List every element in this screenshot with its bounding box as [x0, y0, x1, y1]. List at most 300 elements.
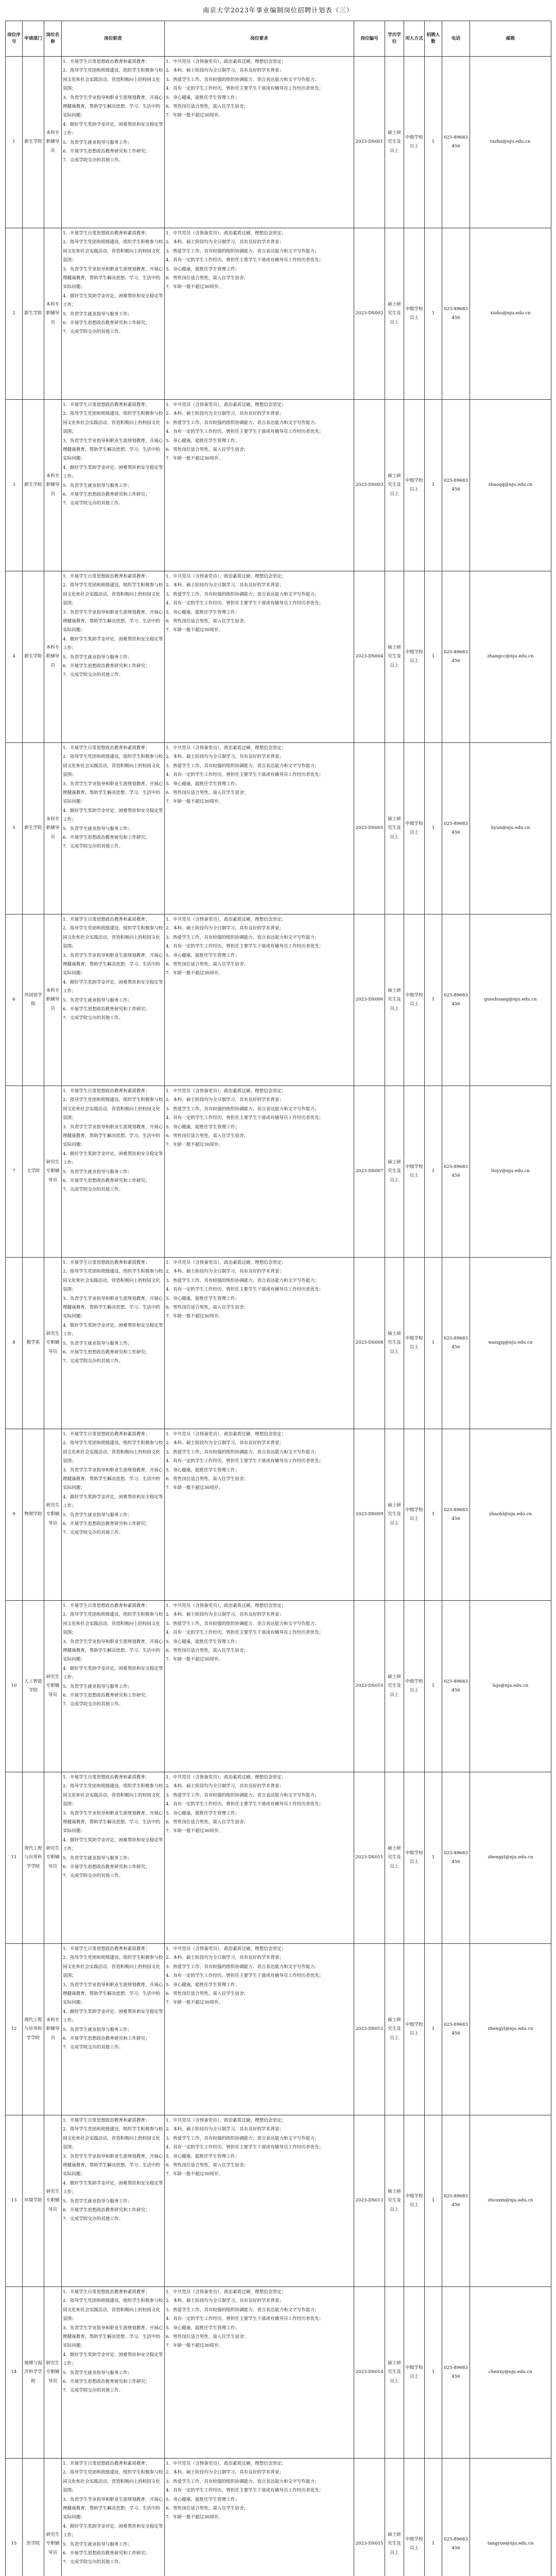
degree: 硕士研究生及以上: [385, 228, 404, 400]
post-duties: [62, 1086, 165, 1258]
requirement-item: 6．男性岗位适合男性，需入住学生宿舍；: [166, 1305, 249, 1311]
post-name: 研究生专职辅导员: [44, 1086, 62, 1258]
post-requirements: [165, 57, 354, 228]
table-row: [6, 400, 551, 571]
post-name: 研究生专职辅导员: [44, 1429, 62, 1601]
post-code: 2023-DS003: [354, 400, 385, 571]
duty-item: 3．负责学生学业指导和职业生涯规划教育，开展心理健康教育，帮助学生解决思想、学习、生活中的实际问题；: [63, 1296, 163, 1319]
phone: 025-89683456: [442, 571, 470, 743]
phone: 025-89683456: [442, 1601, 470, 1772]
phone: 025-89683456: [442, 228, 470, 400]
employment-method: 中级学校以上: [404, 400, 425, 571]
email: zhaoqq@nju.edu.cn: [470, 400, 551, 571]
department: 新生学院: [23, 57, 44, 228]
email: zhengyl@nju.edu.cn: [470, 1944, 551, 2115]
requirement-item: 7．年龄一般不超过30周岁。: [166, 2343, 223, 2349]
duty-item: 7．完成学院交办的其他工作。: [63, 672, 124, 678]
post-name: 研究生专职辅导员: [44, 2459, 62, 2576]
duty-item: 5．负责学生就业指导与服务工作；: [63, 997, 132, 1003]
table-row: [6, 2287, 551, 2459]
department: 文学院: [23, 1086, 44, 1258]
duty-item: 7．完成学院交办的其他工作。: [63, 1873, 124, 1879]
post-code: 2023-DS011: [354, 1772, 385, 1944]
requirement-item: 4．具有一定的学生工作经历，曾担任主要学生干部或有辅导员工作经历者优先；: [166, 1459, 324, 1464]
department: 现代工程与应用科学学院: [23, 1944, 44, 2115]
department: 现代工程与应用科学学院: [23, 1772, 44, 1944]
duty-item: 4．做好学生奖助学金评定、困难帮扶和安全稳定等工作；: [63, 2180, 163, 2195]
requirement-item: 1．中共党员（含预备党员），政治素质过硬，理想信念坚定；: [166, 59, 286, 64]
requirement-item: 3．热爱学生工作，具有较强的组织协调能力、语言表达能力和文字写作能力；: [166, 77, 319, 82]
duty-item: 7．完成学院交办的其他工作。: [63, 1015, 124, 1021]
department: 医学院: [23, 2459, 44, 2576]
post-number: 10: [6, 1601, 23, 1772]
requirement-item: 2．本科、硕士阶段均为全日制学习，具有良好的学术背景；: [166, 2298, 284, 2304]
phone: 025-89683456: [442, 1944, 470, 2115]
duty-item: 4．做好学生奖助学金评定、困难帮扶和安全稳定等工作；: [63, 808, 163, 823]
employment-method: 中级学校以上: [404, 1601, 425, 1772]
phone: 025-89683456: [442, 400, 470, 571]
duty-item: 1．开展学生日常思想政治教育和素质教育；: [63, 1603, 150, 1608]
employment-method: 中级学校以上: [404, 57, 425, 228]
duty-item: 1．开展学生日常思想政治教育和素质教育；: [63, 2461, 150, 2466]
requirement-item: 2．本科、硕士阶段均为全日制学习，具有良好的学术背景；: [166, 2470, 284, 2476]
employment-method: 中级学校以上: [404, 1429, 425, 1601]
post-duties: [62, 228, 165, 400]
degree: 硕士研究生及以上: [385, 1772, 404, 1944]
post-code: 2023-DS002: [354, 228, 385, 400]
requirement-item: 1．中共党员（含预备党员），政治素质过硬，理想信念坚定；: [166, 1775, 286, 1780]
post-number: 5: [6, 743, 23, 914]
requirement-item: 6．男性岗位适合男性，需入住学生宿舍；: [166, 1648, 249, 1654]
requirement-item: 2．本科、硕士阶段均为全日制学习，具有良好的学术背景；: [166, 411, 284, 417]
post-code: 2023-DS014: [354, 2287, 385, 2459]
duty-item: 5．负责学生就业指导与服务工作；: [63, 1341, 132, 1346]
post-name: 本科专职辅导员: [44, 228, 62, 400]
requirement-item: 6．男性岗位适合男性，需入住学生宿舍；: [166, 619, 249, 624]
duty-item: 1．开展学生日常思想政治教育和素质教育；: [63, 1260, 150, 1265]
header-cell: 岗位职责: [62, 21, 165, 57]
email: guoshuang@nju.edu.cn: [470, 914, 551, 1086]
duty-item: 4．做好学生奖助学金评定、困难帮扶和安全稳定等工作；: [63, 1666, 163, 1681]
phone: 025-89683456: [442, 1258, 470, 1429]
requirement-item: 2．本科、硕士阶段均为全日制学习，具有良好的学术背景；: [166, 1440, 284, 1446]
requirement-item: 5．身心健康，能胜任学生管理工作；: [166, 266, 239, 272]
degree: 硕士研究生及以上: [385, 1944, 404, 2115]
requirement-item: 3．热爱学生工作，具有较强的组织协调能力、语言表达能力和文字写作能力；: [166, 1621, 319, 1626]
post-code: 2023-DS001: [354, 57, 385, 228]
post-requirements: [165, 571, 354, 743]
degree: 硕士研究生及以上: [385, 2115, 404, 2287]
post-code: 2023-DS004: [354, 571, 385, 743]
duty-item: 3．负责学生学业指导和职业生涯规划教育，开展心理健康教育，帮助学生解决思想、学习、生活中的实际问题；: [63, 1982, 163, 2006]
duty-item: 7．完成学院交办的其他工作。: [63, 1702, 124, 1707]
duty-item: 6．开展学生思想政治教育研究和工作研究；: [63, 2551, 150, 2556]
duty-item: 2．指导学生党团和班级建设，组织学生积极参与校园文化和社会实践活动，营造积极向上的校园文化氛围；: [63, 240, 163, 263]
duty-item: 2．指导学生党团和班级建设，组织学生积极参与校园文化和社会实践活动，营造积极向上的校园文化氛围；: [63, 1612, 163, 1636]
requirement-item: 6．男性岗位适合男性，需入住学生宿舍；: [166, 2506, 249, 2512]
department: 新生学院: [23, 400, 44, 571]
requirement-item: 7．年龄一般不超过30周岁。: [166, 1485, 223, 1491]
requirement-item: 3．热爱学生工作，具有较强的组织协调能力、语言表达能力和文字写作能力；: [166, 2479, 319, 2484]
duty-item: 1．开展学生日常思想政治教育和素质教育；: [63, 745, 150, 751]
post-duties: [62, 1601, 165, 1772]
requirement-item: 3．热爱学生工作，具有较强的组织协调能力、语言表达能力和文字写作能力；: [166, 420, 319, 426]
requirement-item: 4．具有一定的学生工作经历，曾担任主要学生干部或有辅导员工作经历者优先；: [166, 2145, 324, 2150]
duty-item: 2．指导学生党团和班级建设，组织学生积极参与校园文化和社会实践活动，营造积极向上的校园文化氛围；: [63, 2127, 163, 2150]
duty-item: 5．负责学生就业指导与服务工作；: [63, 2541, 132, 2547]
duty-item: 6．开展学生思想政治教育研究和工作研究；: [63, 1521, 150, 1527]
post-requirements: [165, 2459, 354, 2576]
duty-item: 6．开展学生思想政治教育研究和工作研究；: [63, 1007, 150, 1012]
requirement-item: 1．中共党员（含预备党员），政治素质过硬，理想信念坚定；: [166, 574, 286, 579]
requirement-item: 3．热爱学生工作，具有较强的组织协调能力、语言表达能力和文字写作能力；: [166, 1106, 319, 1112]
headcount: 1: [425, 914, 442, 1086]
requirement-item: 5．身心健康，能胜任学生管理工作；: [166, 95, 239, 100]
duty-item: 7．完成学院交办的其他工作。: [63, 501, 124, 506]
post-code: 2023-DS013: [354, 2115, 385, 2287]
post-number: 9: [6, 1429, 23, 1601]
duty-item: 7．完成学院交办的其他工作。: [63, 1359, 124, 1364]
header-row: [6, 21, 551, 57]
requirement-item: 5．身心健康，能胜任学生管理工作；: [166, 781, 239, 787]
duty-item: 2．指导学生党团和班级建设，组织学生积极参与校园文化和社会实践活动，营造积极向上的校园文化氛围；: [63, 1784, 163, 1807]
requirement-item: 2．本科、硕士阶段均为全日制学习，具有良好的学术背景；: [166, 926, 284, 931]
duty-item: 7．完成学院交办的其他工作。: [63, 158, 124, 163]
duty-item: 4．做好学生奖助学金评定、困难帮扶和安全稳定等工作；: [63, 979, 163, 994]
duty-item: 1．开展学生日常思想政治教育和素质教育；: [63, 59, 150, 64]
post-requirements: [165, 400, 354, 571]
post-name: 研究生专职辅导员: [44, 2287, 62, 2459]
duty-item: 3．负责学生学业指导和职业生涯规划教育，开展心理健康教育，帮助学生解决思想、学习、生活中的实际问题；: [63, 2497, 163, 2520]
headcount: 1: [425, 743, 442, 914]
duty-item: 7．完成学院交办的其他工作。: [63, 1187, 124, 1193]
duty-item: 1．开展学生日常思想政治教育和素质教育；: [63, 402, 150, 408]
phone: 025-89683456: [442, 1086, 470, 1258]
requirement-item: 5．身心健康，能胜任学生管理工作；: [166, 953, 239, 958]
post-requirements: [165, 228, 354, 400]
duty-item: 1．开展学生日常思想政治教育和素质教育；: [63, 1089, 150, 1094]
degree: 硕士研究生及以上: [385, 571, 404, 743]
requirement-item: 5．身心健康，能胜任学生管理工作；: [166, 2497, 239, 2502]
post-number: 15: [6, 2459, 23, 2576]
post-name: 本科专职辅导员: [44, 914, 62, 1086]
post-name: 本科专职辅导员: [44, 1944, 62, 2115]
duty-item: 1．开展学生日常思想政治教育和素质教育；: [63, 917, 150, 922]
post-number: 3: [6, 400, 23, 571]
duty-item: 6．开展学生思想政治教育研究和工作研究；: [63, 2036, 150, 2042]
duty-item: 6．开展学生思想政治教育研究和工作研究；: [63, 1693, 150, 1699]
requirement-item: 4．具有一定的学生工作经历，曾担任主要学生干部或有辅导员工作经历者优先；: [166, 1115, 324, 1121]
requirement-item: 3．热爱学生工作，具有较强的组织协调能力、语言表达能力和文字写作能力；: [166, 763, 319, 769]
post-number: 14: [6, 2287, 23, 2459]
requirement-item: 7．年龄一般不超过30周岁。: [166, 2172, 223, 2177]
degree: 硕士研究生及以上: [385, 1258, 404, 1429]
requirement-item: 7．年龄一般不超过30周岁。: [166, 1314, 223, 1319]
requirement-item: 4．具有一定的学生工作经历，曾担任主要学生干部或有辅导员工作经历者优先；: [166, 601, 324, 606]
duty-item: 2．指导学生党团和班级建设，组织学生积极参与校园文化和社会实践活动，营造积极向上的校园文化氛围；: [63, 926, 163, 950]
employment-method: 中级学校以上: [404, 1772, 425, 1944]
degree: 硕士研究生及以上: [385, 2287, 404, 2459]
requirement-item: 2．本科、硕士阶段均为全日制学习，具有良好的学术背景；: [166, 1784, 284, 1789]
table-row: [6, 743, 551, 914]
requirement-item: 2．本科、硕士阶段均为全日制学习，具有良好的学术背景；: [166, 68, 284, 74]
employment-method: 中级学校以上: [404, 2287, 425, 2459]
table-row: [6, 228, 551, 400]
email: wangjq@nju.edu.cn: [470, 1258, 551, 1429]
duty-item: 7．完成学院交办的其他工作。: [63, 1530, 124, 1536]
requirement-item: 2．本科、硕士阶段均为全日制学习，具有良好的学术背景；: [166, 240, 284, 245]
headcount: 1: [425, 1601, 442, 1772]
phone: 025-89683456: [442, 2459, 470, 2576]
post-number: 13: [6, 2115, 23, 2287]
recruitment-table: [5, 21, 551, 2576]
department: 新生学院: [23, 228, 44, 400]
table-row: [6, 2459, 551, 2576]
requirement-item: 7．年龄一般不超过30周岁。: [166, 1142, 223, 1148]
employment-method: 中级学校以上: [404, 2459, 425, 2576]
requirement-item: 4．具有一定的学生工作经历，曾担任主要学生干部或有辅导员工作经历者优先；: [166, 944, 324, 950]
requirement-item: 5．身心健康，能胜任学生管理工作；: [166, 2154, 239, 2159]
department: 人工智能学院: [23, 1601, 44, 1772]
duty-item: 5．负责学生就业指导与服务工作；: [63, 1512, 132, 1518]
requirement-item: 7．年龄一般不超过30周岁。: [166, 1828, 223, 1834]
duty-item: 1．开展学生日常思想政治教育和素质教育；: [63, 2118, 150, 2123]
header-cell: 岗位要求: [165, 21, 354, 57]
duty-item: 3．负责学生学业指导和职业生涯规划教育，开展心理健康教育，帮助学生解决思想、学习、生活中的实际问题；: [63, 438, 163, 462]
duty-item: 6．开展学生思想政治教育研究和工作研究；: [63, 2208, 150, 2213]
post-requirements: [165, 1086, 354, 1258]
post-duties: [62, 400, 165, 571]
post-code: 2023-DS008: [354, 1258, 385, 1429]
post-code: 2023-DS009: [354, 1429, 385, 1601]
post-duties: [62, 1258, 165, 1429]
requirement-item: 7．年龄一般不超过30周岁。: [166, 799, 223, 805]
department: 外国语学院: [23, 914, 44, 1086]
headcount: 1: [425, 571, 442, 743]
employment-method: 中级学校以上: [404, 1258, 425, 1429]
requirement-item: 7．年龄一般不超过30周岁。: [166, 2515, 223, 2520]
duty-item: 6．开展学生思想政治教育研究和工作研究；: [63, 1350, 150, 1355]
post-name: 研究生专职辅导员: [44, 1258, 62, 1429]
duty-item: 1．开展学生日常思想政治教育和素质教育；: [63, 1775, 150, 1780]
duty-item: 5．负责学生就业指导与服务工作；: [63, 2027, 132, 2032]
employment-method: 中级学校以上: [404, 2115, 425, 2287]
requirement-item: 4．具有一定的学生工作经历，曾担任主要学生干部或有辅导员工作经历者优先；: [166, 1630, 324, 1636]
header-cell: 申请部门: [23, 21, 44, 57]
requirement-item: 3．热爱学生工作，具有较强的组织协调能力、语言表达能力和文字写作能力；: [166, 2136, 319, 2141]
duty-item: 1．开展学生日常思想政治教育和素质教育；: [63, 1432, 150, 1437]
post-number: 8: [6, 1258, 23, 1429]
requirement-item: 3．热爱学生工作，具有较强的组织协调能力、语言表达能力和文字写作能力；: [166, 1449, 319, 1455]
phone: 025-89683456: [442, 2115, 470, 2287]
duty-item: 3．负责学生学业指导和职业生涯规划教育，开展心理健康教育，帮助学生解决思想、学习、生活中的实际问题；: [63, 266, 163, 290]
degree: 硕士研究生及以上: [385, 1429, 404, 1601]
duty-item: 6．开展学生思想政治教育研究和工作研究；: [63, 2379, 150, 2385]
requirement-item: 7．年龄一般不超过30周岁。: [166, 456, 223, 462]
degree: 硕士研究生及以上: [385, 57, 404, 228]
requirement-item: 7．年龄一般不超过30周岁。: [166, 971, 223, 976]
employment-method: 中级学校以上: [404, 743, 425, 914]
department: 环境学院: [23, 2115, 44, 2287]
post-number: 6: [6, 914, 23, 1086]
phone: 025-89683456: [442, 2287, 470, 2459]
email: zhouxm@nju.edu.cn: [470, 2115, 551, 2287]
table-row: [6, 1429, 551, 1601]
employment-method: 中级学校以上: [404, 914, 425, 1086]
header-cell: 岗位名称: [44, 21, 62, 57]
requirement-item: 2．本科、硕士阶段均为全日制学习，具有良好的学术背景；: [166, 754, 284, 760]
duty-item: 7．完成学院交办的其他工作。: [63, 2216, 124, 2222]
post-duties: [62, 743, 165, 914]
post-number: 12: [6, 1944, 23, 2115]
employment-method: 中级学校以上: [404, 1086, 425, 1258]
header-cell: 岗位序号: [6, 21, 23, 57]
requirement-item: 5．身心健康，能胜任学生管理工作；: [166, 1124, 239, 1130]
post-name: 研究生专职辅导员: [44, 1772, 62, 1944]
duty-item: 4．做好学生奖助学金评定、困难帮扶和安全稳定等工作；: [63, 1151, 163, 1166]
post-requirements: [165, 2115, 354, 2287]
header-cell: 电话: [442, 21, 470, 57]
requirement-item: 7．年龄一般不超过30周岁。: [166, 284, 223, 290]
duty-item: 6．开展学生思想政治教育研究和工作研究；: [63, 149, 150, 155]
duty-item: 3．负责学生学业指导和职业生涯规划教育，开展心理健康教育，帮助学生解决思想、学习、生活中的实际问题；: [63, 1639, 163, 1663]
headcount: 1: [425, 2287, 442, 2459]
duty-item: 6．开展学生思想政治教育研究和工作研究；: [63, 320, 150, 326]
table-row: [6, 571, 551, 743]
post-requirements: [165, 914, 354, 1086]
duty-item: 4．做好学生奖助学金评定、困难帮扶和安全稳定等工作；: [63, 2523, 163, 2538]
requirement-item: 2．本科、硕士阶段均为全日制学习，具有良好的学术背景；: [166, 1097, 284, 1103]
post-name: 研究生专职辅导员: [44, 1601, 62, 1772]
requirement-item: 6．男性岗位适合男性，需入住学生宿舍；: [166, 1133, 249, 1139]
email: liyun@nju.edu.cn: [470, 743, 551, 914]
degree: 硕士研究生及以上: [385, 1601, 404, 1772]
requirement-item: 1．中共党员（含预备党员），政治素质过硬，理想信念坚定；: [166, 1089, 286, 1094]
requirement-item: 5．身心健康，能胜任学生管理工作；: [166, 1467, 239, 1473]
header-cell: 招聘人数: [425, 21, 442, 57]
table-row: [6, 1944, 551, 2115]
headcount: 1: [425, 400, 442, 571]
email: liuyy@nju.edu.cn: [470, 1086, 551, 1258]
post-duties: [62, 57, 165, 228]
header-cell: 邮箱: [470, 21, 551, 57]
requirement-item: 4．具有一定的学生工作经历，曾担任主要学生干部或有辅导员工作经历者优先；: [166, 1287, 324, 1293]
post-number: 7: [6, 1086, 23, 1258]
table-row: [6, 2115, 551, 2287]
post-duties: [62, 2459, 165, 2576]
post-duties: [62, 571, 165, 743]
requirement-item: 6．男性岗位适合男性，需入住学生宿舍；: [166, 2334, 249, 2340]
post-code: 2023-DS010: [354, 1601, 385, 1772]
degree: 硕士研究生及以上: [385, 914, 404, 1086]
phone: 025-89683456: [442, 57, 470, 228]
post-duties: [62, 1772, 165, 1944]
degree: 硕士研究生及以上: [385, 2459, 404, 2576]
duty-item: 7．完成学院交办的其他工作。: [63, 2560, 124, 2565]
requirement-item: 4．具有一定的学生工作经历，曾担任主要学生干部或有辅导员工作经历者优先；: [166, 86, 324, 92]
duty-item: 4．做好学生奖助学金评定、困难帮扶和安全稳定等工作；: [63, 636, 163, 651]
duty-item: 6．开展学生思想政治教育研究和工作研究；: [63, 1178, 150, 1184]
post-requirements: [165, 1258, 354, 1429]
requirement-item: 5．身心健康，能胜任学生管理工作；: [166, 2325, 239, 2331]
duty-item: 3．负责学生学业指导和职业生涯规划教育，开展心理健康教育，帮助学生解决思想、学习、生活中的实际问题；: [63, 2154, 163, 2177]
header-cell: 岗位编号: [354, 21, 385, 57]
requirement-item: 1．中共党员（含预备党员），政治素质过硬，理想信念坚定；: [166, 2290, 286, 2295]
email: chenxy@nju.edu.cn: [470, 2287, 551, 2459]
requirement-item: 7．年龄一般不超过30周岁。: [166, 113, 223, 118]
requirement-item: 2．本科、硕士阶段均为全日制学习，具有良好的学术背景；: [166, 583, 284, 588]
table-row: [6, 1086, 551, 1258]
department: 新生学院: [23, 743, 44, 914]
duty-item: 2．指导学生党团和班级建设，组织学生积极参与校园文化和社会实践活动，营造积极向上的校园文化氛围；: [63, 1269, 163, 1293]
duty-item: 4．做好学生奖助学金评定、困难帮扶和安全稳定等工作；: [63, 2352, 163, 2367]
duty-item: 4．做好学生奖助学金评定、困难帮扶和安全稳定等工作；: [63, 293, 163, 308]
requirement-item: 3．热爱学生工作，具有较强的组织协调能力、语言表达能力和文字写作能力；: [166, 1964, 319, 1970]
department: 物理学院: [23, 1429, 44, 1601]
department: 数学系: [23, 1258, 44, 1429]
post-requirements: [165, 1944, 354, 2115]
post-requirements: [165, 1429, 354, 1601]
duty-item: 2．指导学生党团和班级建设，组织学生积极参与校园文化和社会实践活动，营造积极向上的校园文化氛围；: [63, 68, 163, 92]
duty-item: 3．负责学生学业指导和职业生涯规划教育，开展心理健康教育，帮助学生解决思想、学习、生活中的实际问题；: [63, 1467, 163, 1491]
headcount: 1: [425, 1086, 442, 1258]
duty-item: 5．负责学生就业指导与服务工作；: [63, 140, 132, 145]
duty-item: 3．负责学生学业指导和职业生涯规划教育，开展心理健康教育，帮助学生解决思想、学习、生活中的实际问题；: [63, 2325, 163, 2349]
requirement-item: 6．男性岗位适合男性，需入住学生宿舍；: [166, 447, 249, 453]
duty-item: 5．负责学生就业指导与服务工作；: [63, 1684, 132, 1689]
duty-item: 2．指导学生党团和班级建设，组织学生积极参与校园文化和社会实践活动，营造积极向上的校园文化氛围；: [63, 1955, 163, 1979]
post-code: 2023-DS005: [354, 743, 385, 914]
requirement-item: 4．具有一定的学生工作经历，曾担任主要学生干部或有辅导员工作经历者优先；: [166, 1973, 324, 1979]
duty-item: 5．负责学生就业指导与服务工作；: [63, 826, 132, 832]
duty-item: 4．做好学生奖助学金评定、困难帮扶和安全稳定等工作；: [63, 1494, 163, 1509]
duty-item: 4．做好学生奖助学金评定、困难帮扶和安全稳定等工作；: [63, 1323, 163, 1337]
requirement-item: 2．本科、硕士阶段均为全日制学习，具有良好的学术背景；: [166, 1612, 284, 1618]
requirement-item: 2．本科、硕士阶段均为全日制学习，具有良好的学术背景；: [166, 1269, 284, 1275]
requirement-item: 1．中共党员（含预备党员），政治素质过硬，理想信念坚定；: [166, 1603, 286, 1608]
requirement-item: 3．热爱学生工作，具有较强的组织协调能力、语言表达能力和文字写作能力；: [166, 1278, 319, 1283]
email: xiuhu@nju.edu.cn: [470, 228, 551, 400]
duty-item: 3．负责学生学业指导和职业生涯规划教育，开展心理健康教育，帮助学生解决思想、学习、生活中的实际问题；: [63, 1810, 163, 1834]
degree: 硕士研究生及以上: [385, 1086, 404, 1258]
phone: 025-89683456: [442, 1772, 470, 1944]
post-requirements: [165, 2287, 354, 2459]
requirement-item: 3．热爱学生工作，具有较强的组织协调能力、语言表达能力和文字写作能力；: [166, 935, 319, 940]
requirement-item: 3．热爱学生工作，具有较强的组织协调能力、语言表达能力和文字写作能力；: [166, 248, 319, 254]
duty-item: 5．负责学生就业指导与服务工作；: [63, 2198, 132, 2204]
email: txzhu@nju.edu.cn: [470, 57, 551, 228]
duty-item: 4．做好学生奖助学金评定、困难帮扶和安全稳定等工作；: [63, 1837, 163, 1852]
header-cell: 用人方式: [404, 21, 425, 57]
table-row: [6, 914, 551, 1086]
duty-item: 2．指导学生党团和班级建设，组织学生积极参与校园文化和社会实践活动，营造积极向上的校园文化氛围；: [63, 754, 163, 778]
duty-item: 6．开展学生思想政治教育研究和工作研究；: [63, 1865, 150, 1870]
duty-item: 5．负责学生就业指导与服务工作；: [63, 2370, 132, 2376]
post-number: 4: [6, 571, 23, 743]
duty-item: 5．负责学生就业指导与服务工作；: [63, 483, 132, 488]
post-name: 本科专职辅导员: [44, 743, 62, 914]
email: zhengyl@nju.edu.cn: [470, 1772, 551, 1944]
post-name: 研究生专职辅导员: [44, 2115, 62, 2287]
requirement-item: 6．男性岗位适合男性，需入住学生宿舍；: [166, 276, 249, 281]
requirement-item: 5．身心健康，能胜任学生管理工作；: [166, 609, 239, 615]
requirement-item: 6．男性岗位适合男性，需入住学生宿舍；: [166, 790, 249, 796]
duty-item: 7．完成学院交办的其他工作。: [63, 844, 124, 850]
headcount: 1: [425, 1944, 442, 2115]
requirement-item: 1．中共党员（含预备党员），政治素质过硬，理想信念坚定；: [166, 1260, 286, 1265]
post-requirements: [165, 743, 354, 914]
email: zhangcc@nju.edu.cn: [470, 571, 551, 743]
